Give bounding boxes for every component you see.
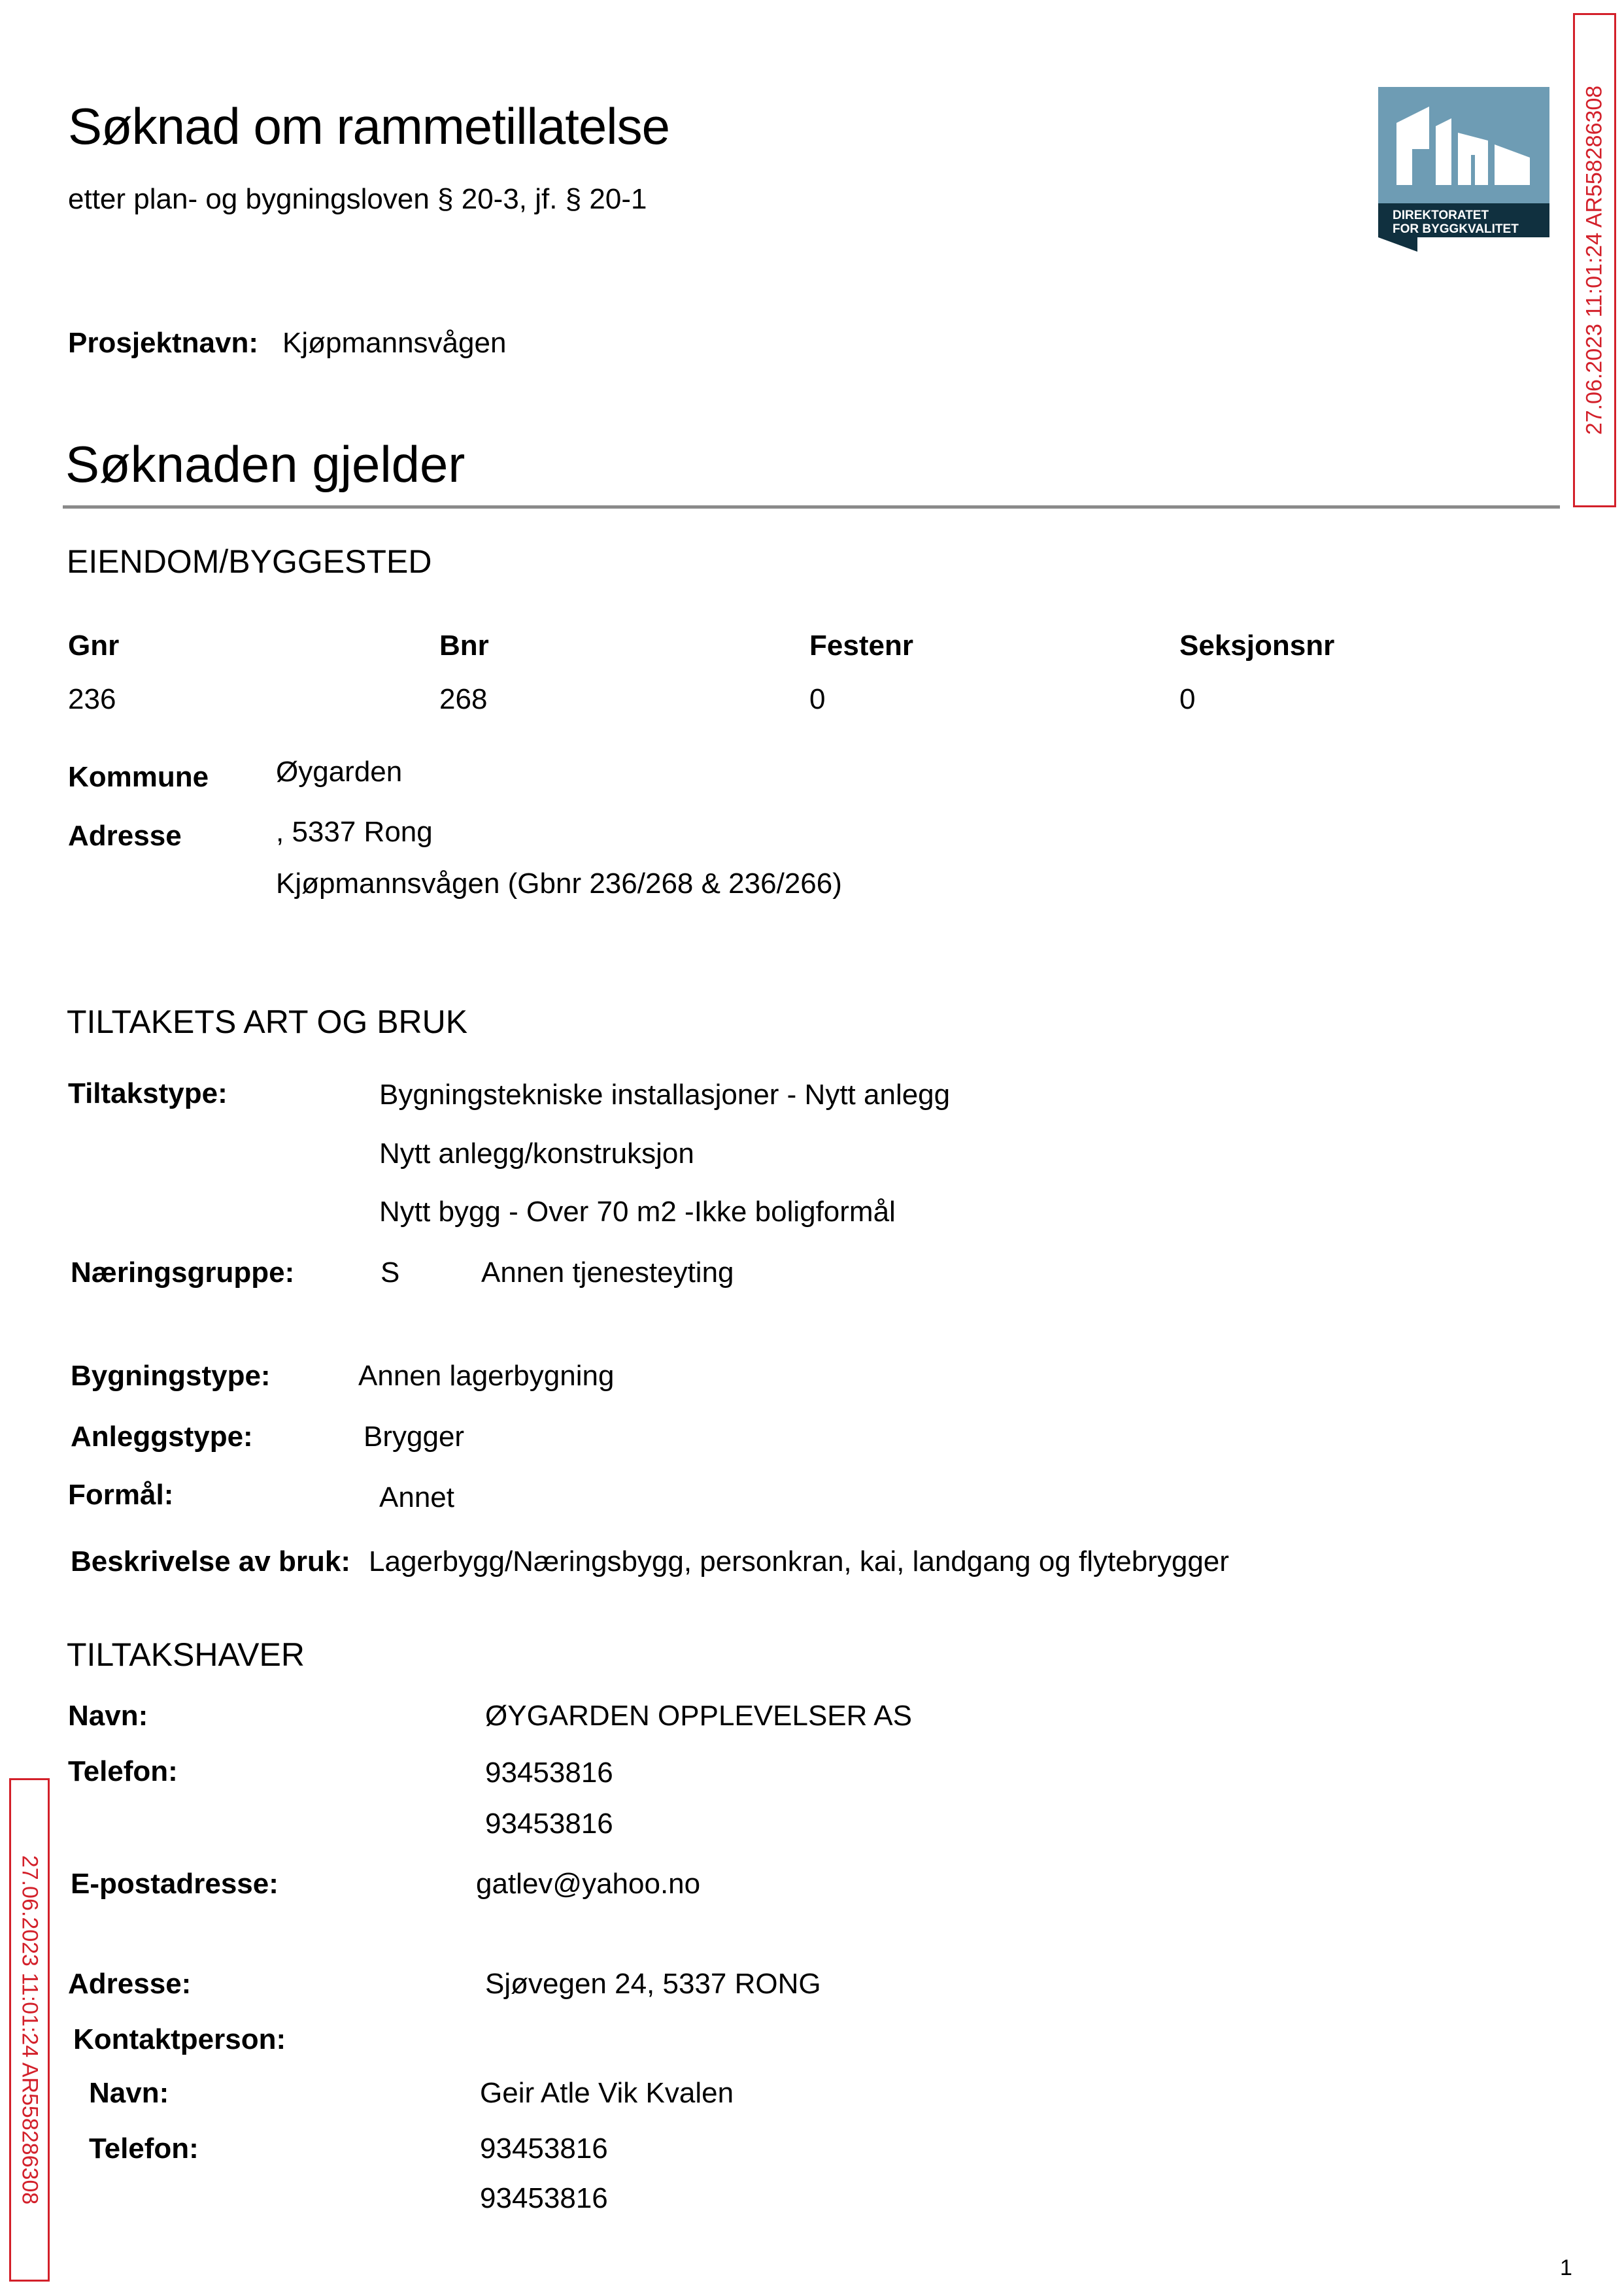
- anleggstype-label: Anleggstype:: [71, 1421, 253, 1453]
- telefon-label: Telefon:: [68, 1755, 178, 1787]
- dibk-logo: [1378, 87, 1549, 252]
- naeringsgruppe-code: S: [381, 1257, 400, 1289]
- seksjonsnr-value: 0: [1179, 683, 1196, 715]
- anleggstype-value: Brygger: [364, 1421, 465, 1453]
- kommune-label: Kommune: [68, 761, 209, 793]
- logo-text-line2: FOR BYGGKVALITET: [1393, 222, 1519, 236]
- gnr-label: Gnr: [68, 630, 120, 662]
- tiltakstype-item: Bygningstekniske installasjoner - Nytt anlegg: [379, 1079, 951, 1111]
- stamp-text: 27.06.2023 11:01:24 AR558286308: [17, 1855, 42, 2205]
- navn-label: Navn:: [68, 1700, 148, 1732]
- kontaktperson-navn-label: Navn:: [89, 2077, 169, 2109]
- bnr-label: Bnr: [439, 630, 489, 662]
- timestamp-stamp-bottom-left: [9, 1778, 50, 2282]
- gnr-value: 236: [68, 683, 116, 715]
- heading-tiltak: TILTAKETS ART OG BRUK: [67, 1004, 468, 1040]
- beskrivelse-label: Beskrivelse av bruk:: [71, 1545, 351, 1577]
- naeringsgruppe-text: Annen tjenesteyting: [481, 1257, 734, 1289]
- tiltakshaver-adresse-value: Sjøvegen 24, 5337 RONG: [485, 1968, 821, 2000]
- page-number: 1: [1560, 2255, 1572, 2280]
- bygningstype-value: Annen lagerbygning: [358, 1360, 615, 1392]
- section-divider: [63, 505, 1560, 509]
- beskrivelse-value: Lagerbygg/Næringsbygg, personkran, kai, landgang og flytebrygger: [369, 1545, 1229, 1577]
- kontaktperson-navn-value: Geir Atle Vik Kvalen: [480, 2077, 734, 2109]
- kontaktperson-telefon-value: 93453816: [480, 2133, 608, 2165]
- timestamp-stamp-top-right: [1573, 13, 1616, 507]
- seksjonsnr-label: Seksjonsnr: [1179, 630, 1335, 662]
- kontaktperson-label: Kontaktperson:: [73, 2023, 286, 2055]
- adresse-label: Adresse: [68, 820, 182, 852]
- project-name-label: Prosjektnavn:: [68, 327, 258, 359]
- kommune-value: Øygarden: [276, 756, 403, 788]
- heading-eiendom: EIENDOM/BYGGESTED: [67, 543, 432, 580]
- tiltakshaver-adresse-label: Adresse:: [68, 1968, 192, 2000]
- epost-label: E-postadresse:: [71, 1868, 279, 1900]
- telefon-value: 93453816: [485, 1808, 613, 1840]
- logo-text-line1: DIREKTORATET: [1393, 209, 1489, 222]
- epost-value: gatlev@yahoo.no: [476, 1868, 701, 1900]
- stamp-text: 27.06.2023 11:01:24 AR558286308: [1582, 85, 1607, 435]
- document-subtitle: etter plan- og bygningsloven § 20-3, jf. § 20-1: [68, 183, 647, 215]
- document-title: Søknad om rammetillatelse: [68, 97, 669, 155]
- tiltakstype-item: Nytt anlegg/konstruksjon: [379, 1138, 694, 1170]
- formal-label: Formål:: [68, 1479, 174, 1511]
- tiltakstype-label: Tiltakstype:: [68, 1077, 228, 1109]
- telefon-value: 93453816: [485, 1757, 613, 1789]
- adresse-line2: Kjøpmannsvågen (Gbnr 236/268 & 236/266): [276, 868, 842, 900]
- formal-value: Annet: [379, 1481, 454, 1513]
- section-title: Søknaden gjelder: [65, 435, 465, 493]
- kontaktperson-telefon-value: 93453816: [480, 2182, 608, 2214]
- navn-value: ØYGARDEN OPPLEVELSER AS: [485, 1700, 912, 1732]
- festenr-value: 0: [809, 683, 826, 715]
- naeringsgruppe-label: Næringsgruppe:: [71, 1257, 295, 1289]
- kontaktperson-telefon-label: Telefon:: [89, 2133, 199, 2165]
- festenr-label: Festenr: [809, 630, 913, 662]
- heading-tiltakshaver: TILTAKSHAVER: [67, 1636, 305, 1673]
- project-name-value: Kjøpmannsvågen: [282, 327, 507, 359]
- tiltakstype-item: Nytt bygg - Over 70 m2 -Ikke boligformål: [379, 1196, 896, 1228]
- bygningstype-label: Bygningstype:: [71, 1360, 271, 1392]
- adresse-line1: , 5337 Rong: [276, 816, 433, 848]
- bnr-value: 268: [439, 683, 488, 715]
